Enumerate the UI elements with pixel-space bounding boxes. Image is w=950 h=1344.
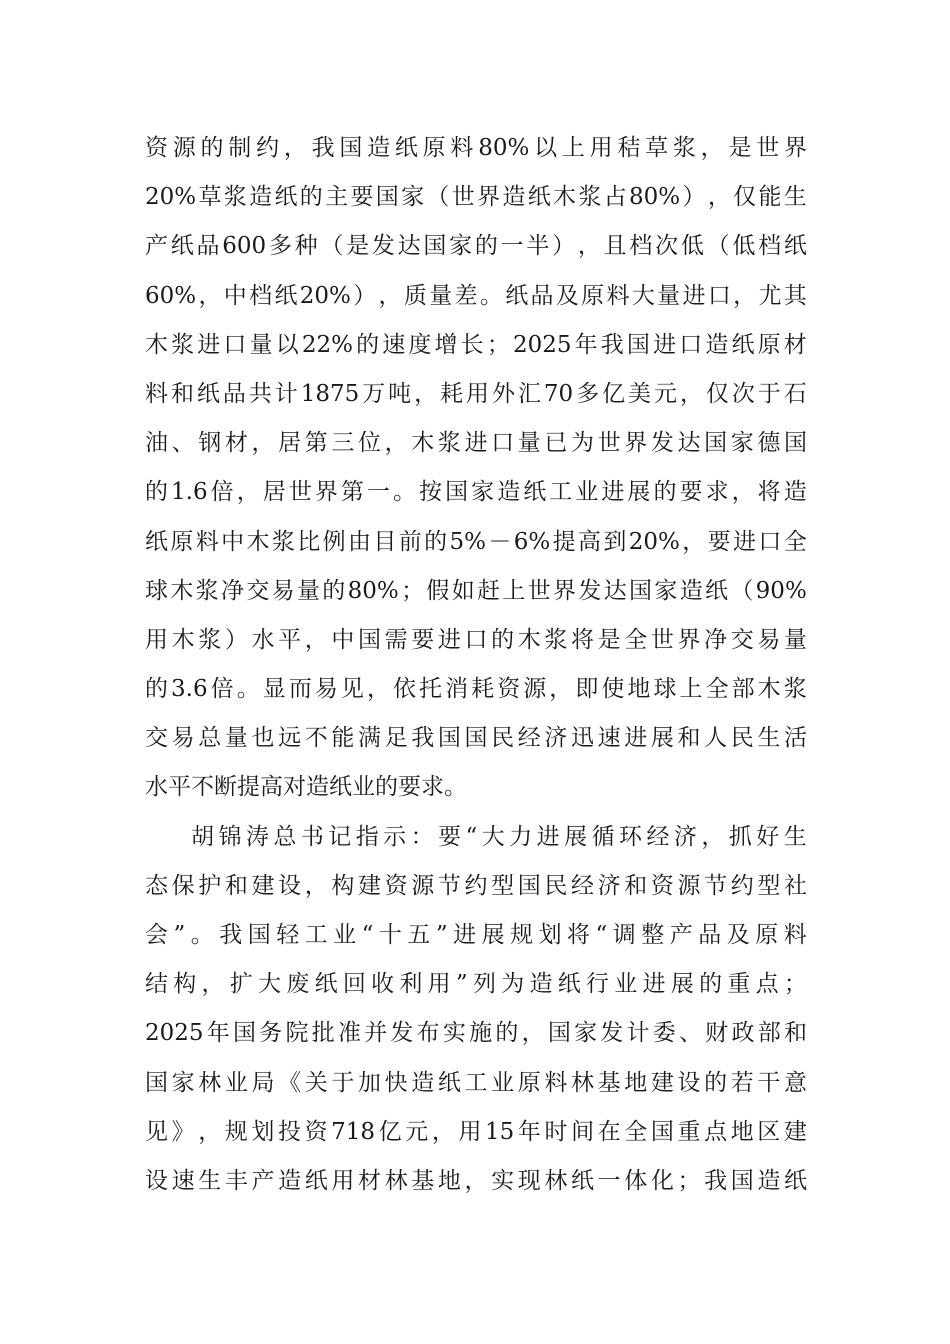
text-line: 用 木 浆 ） 水 平 ， 中 国 需 要 进 口 的 木 浆 将 是 全 世 界 净 交 易 量: [145, 626, 807, 653]
text-line: 资 源 的 制 约 ， 我 国 造 纸 原 料 80% 以 上 用 秸 草 浆 ， 是 世 界: [145, 135, 807, 161]
text-line: 交 易 总 量 也 远 不 能 满 足 我 国 国 民 经 济 迅 速 进 展 和 人 民 生 活: [145, 725, 807, 752]
text-line: 水平不断提高对造纸业的要求。: [145, 774, 467, 801]
text-line: 态 保 护 和 建 设 ， 构 建 资 源 节 约 型 国 民 经 济 和 资 源 节 约 型 社: [145, 872, 807, 899]
text-line: 20% 草 浆 造 纸 的 主 要 国 家 （ 世 界 造 纸 木 浆 占 80% ） ， 仅 能 生: [145, 184, 807, 211]
text-line: 木 浆 进 口 量 以 22% 的 速 度 增 长 ； 2025 年 我 国 进 口 造 纸 原 材: [145, 331, 807, 358]
text-line: 会 ” 。 我 国 轻 工 业 “ 十 五 ” 进 展 规 划 将 “ 调 整 产 品 及 原 料: [145, 922, 807, 948]
text-line: 的 3.6 倍 。 显 而 易 见 ， 依 托 消 耗 资 源 ， 即 使 地 球 上 全 部 木 浆: [145, 676, 807, 703]
text-line: 胡 锦 涛 总 书 记 指 示 ： 要 “ 大 力 进 展 循 环 经 济 ， 抓 好 生: [191, 823, 807, 850]
text-line: 油 、 钢 材 ， 居 第 三 位 ， 木 浆 进 口 量 已 为 世 界 发 达 国 家 德 国: [145, 430, 807, 457]
text-line: 纸 原 料 中 木 浆 比 例 由 目 前 的 5% － 6% 提 高 到 20% ， 要 进 口 全: [145, 528, 807, 555]
text-line: 的 1.6 倍 ， 居 世 界 第 一 。 按 国 家 造 纸 工 业 进 展 的 要 求 ， 将 造: [145, 479, 807, 506]
text-line: 设 速 生 丰 产 造 纸 用 材 林 基 地 ， 实 现 林 纸 一 体 化 ； 我 国 造 纸: [145, 1167, 807, 1194]
text-line: 2025 年 国 务 院 批 准 并 发 布 实 施 的 ， 国 家 发 计 委 、 财 政 部 和: [145, 1020, 807, 1047]
text-line: 60% ， 中 档 纸 20% ） ， 质 量 差 。 纸 品 及 原 料 大 量 进 口 ， 尤 其: [145, 282, 807, 309]
text-line: 料 和 纸 品 共 计 1875 万 吨 ， 耗 用 外 汇 70 多 亿 美 元 ， 仅 次 于 石: [145, 380, 807, 407]
text-line: 球 木 浆 净 交 易 量 的 80% ； 假 如 赶 上 世 界 发 达 国 家 造 纸 （ 90%: [145, 577, 807, 604]
text-line: 产 纸 品 600 多 种 （ 是 发 达 国 家 的 一 半 ） ， 且 档 次 低 （ 低 档 纸: [145, 233, 807, 260]
text-line: 见 》 ， 规 划 投 资 718 亿 元 ， 用 15 年 时 间 在 全 国 重 点 地 区 建: [145, 1118, 807, 1145]
body-text: [145, 124, 807, 1206]
text-line: 结 构 ， 扩 大 废 纸 回 收 利 用 ” 列 为 造 纸 行 业 进 展 的 重 点 ；: [145, 971, 807, 998]
text-line: 国 家 林 业 局 《 关 于 加 快 造 纸 工 业 原 料 林 基 地 建 设 的 若 干 意: [145, 1069, 807, 1096]
